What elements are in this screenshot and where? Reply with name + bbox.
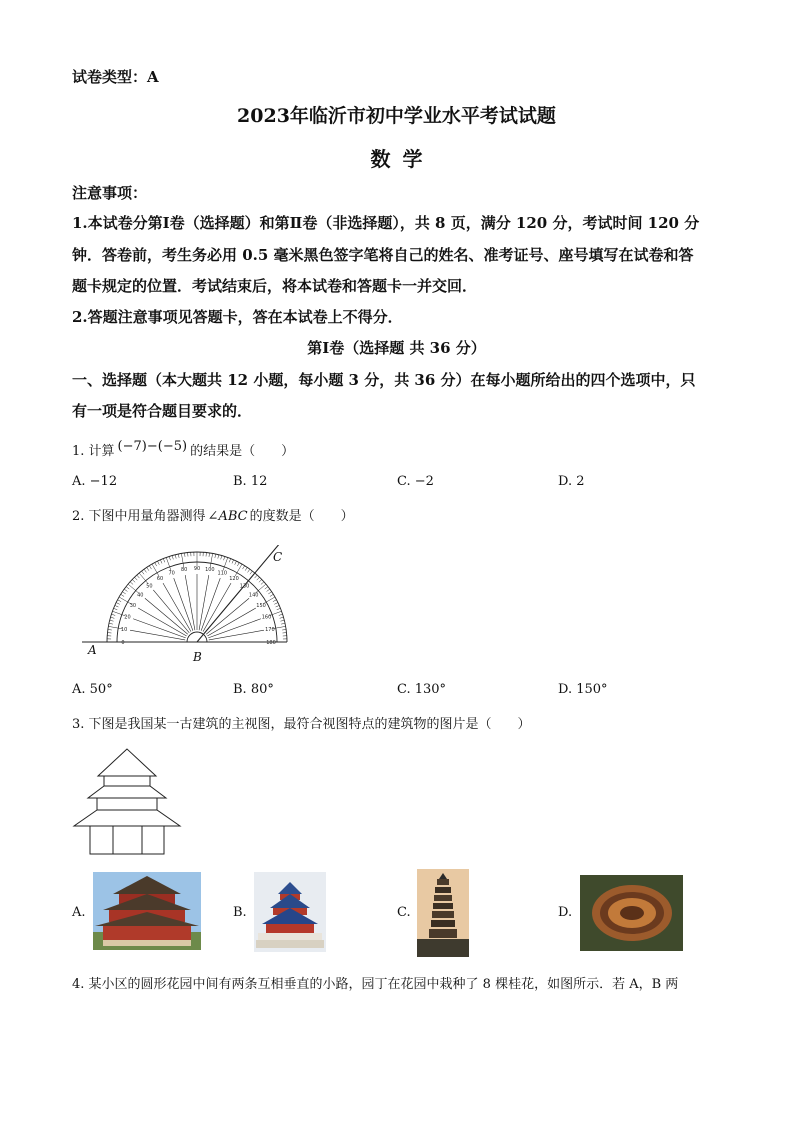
protractor-tick <box>158 561 160 565</box>
protractor-tick <box>144 569 146 572</box>
protractor-tick <box>270 594 273 596</box>
question-4: 4. 某小区的圆形花园中间有两条互相垂直的小路，园丁在花园中栽种了 8 棵桂花，如图所示．若 A，B 两 <box>72 977 679 992</box>
protractor-tick <box>110 620 114 621</box>
protractor-scale-label: 100 <box>205 567 215 574</box>
protractor-tick <box>218 555 219 559</box>
protractor-tick <box>280 617 284 618</box>
protractor-tick <box>169 556 170 560</box>
notes-line-2: 钟．答卷前，考生务必用 0.5 毫米黑色签字笔将自己的姓名、准考证号、座号填写在试卷和答 <box>72 246 694 264</box>
protractor-tick <box>142 571 144 574</box>
notes-line-3: 题卡规定的位置．考试结束后，将本试卷和答题卡一并交回． <box>72 277 478 295</box>
protractor-tick <box>248 569 250 572</box>
q2-angle: ∠ABC <box>207 509 248 524</box>
q3-option-b-photo[interactable] <box>254 872 326 952</box>
section-title: 第Ⅰ卷（选择题 共 36 分） <box>307 339 486 357</box>
protractor-spoke <box>208 619 261 638</box>
question-1 <box>72 440 294 459</box>
protractor-scale-label: 10 <box>120 627 128 634</box>
protractor-scale-label: 140 <box>248 592 259 599</box>
q1-option-a: A. −12 <box>72 474 118 489</box>
protractor-scale-label: 80 <box>180 567 188 574</box>
front-view-diagram <box>70 746 185 858</box>
q1-prefix: 1. 计算 <box>72 444 115 459</box>
protractor-diagram <box>80 545 295 670</box>
notes-line-1: 1.本试卷分第Ⅰ卷（选择题）和第Ⅱ卷（非选择题），共 8 页，满分 120 分，考试时间 120 分 <box>72 214 700 232</box>
protractor-tick <box>221 555 222 559</box>
protractor-scale-label: 70 <box>168 570 175 577</box>
q1-expression: (−7)−(−5) <box>117 439 188 454</box>
protractor-tick <box>210 553 212 567</box>
protractor-scale-label: 20 <box>124 614 131 621</box>
protractor-tick <box>229 559 230 563</box>
protractor-spoke <box>174 578 193 631</box>
question-2 <box>72 505 354 524</box>
q2-option-b: B. 80° <box>233 682 274 697</box>
q1-option-c: C. −2 <box>397 474 434 489</box>
protractor-tick <box>267 589 270 591</box>
protractor-scale-label: 180 <box>266 640 276 646</box>
protractor-tick <box>273 600 277 602</box>
protractor-tick <box>215 554 216 558</box>
page-title: 2023年临沂市初中学业水平考试试题 <box>237 105 556 127</box>
protractor-spoke <box>199 575 209 630</box>
protractor-tick <box>279 614 283 615</box>
front-view-figure <box>70 746 185 858</box>
protractor-tick <box>280 620 284 621</box>
q2-option-a: A. 50° <box>72 682 113 697</box>
protractor-tick <box>265 587 268 589</box>
protractor-figure <box>80 545 295 670</box>
q2-option-c: C. 130° <box>397 682 447 697</box>
protractor-tick <box>118 600 122 602</box>
protractor-tick <box>277 608 281 609</box>
protractor-spoke <box>133 619 186 638</box>
protractor-tick <box>149 566 151 569</box>
q1-suffix: 的结果是（ ） <box>190 444 295 459</box>
protractor-tick <box>124 589 127 591</box>
protractor-spoke <box>206 598 249 634</box>
protractor-tick <box>130 582 133 585</box>
protractor-scale-label: 170 <box>265 627 275 634</box>
section-instruction-1: 一、选择题（本大题共 12 小题，每小题 3 分，共 36 分）在每小题所给出的四个选项中，只 <box>72 371 696 389</box>
protractor-scale-label: 160 <box>261 614 272 621</box>
paper-type: 试卷类型：A <box>72 68 159 86</box>
protractor-tick <box>282 629 286 630</box>
protractor-scale-label: 0 <box>121 640 125 646</box>
point-a-label: A <box>88 643 97 657</box>
protractor-spoke <box>145 598 188 634</box>
q3-option-c-photo[interactable] <box>417 869 469 957</box>
protractor-scale-label: 90 <box>193 566 201 572</box>
protractor-tick <box>175 555 176 559</box>
protractor-tick <box>243 566 245 569</box>
protractor-scale-label: 50 <box>146 583 153 590</box>
protractor-tick <box>178 554 179 558</box>
protractor-tick <box>108 629 112 630</box>
protractor-tick <box>155 563 157 567</box>
protractor-tick <box>114 608 118 609</box>
q2-prefix: 2. 下图中用量角器测得 <box>72 509 206 524</box>
protractor-tick <box>274 603 278 605</box>
protractor-tick <box>224 556 225 560</box>
protractor-tick <box>122 592 125 594</box>
protractor-tick <box>209 553 210 557</box>
protractor-scale-label: 60 <box>156 575 164 582</box>
protractor-scale-label: 130 <box>239 583 250 590</box>
protractor-spoke <box>153 590 189 633</box>
protractor-scale-label: 40 <box>137 592 144 599</box>
protractor-spoke <box>209 630 264 640</box>
protractor-spoke <box>138 608 186 636</box>
q3-option-c-label: C. <box>397 905 411 920</box>
q1-option-b: B. 12 <box>233 474 268 489</box>
q3-option-a-label: A. <box>72 905 86 920</box>
protractor-tick <box>181 553 183 567</box>
subject-title: 数学 <box>370 147 435 171</box>
q3-option-a-photo[interactable] <box>93 872 201 950</box>
protractor-tick <box>250 571 252 574</box>
protractor-tick <box>232 560 234 564</box>
q2-option-d: D. 150° <box>558 682 608 697</box>
protractor-scale-label: 30 <box>129 603 137 609</box>
protractor-spoke <box>185 575 195 630</box>
protractor-tick <box>235 564 242 576</box>
protractor-tick <box>237 563 239 567</box>
protractor-tick <box>115 605 119 607</box>
protractor-tick <box>152 564 159 576</box>
notes-heading: 注意事项： <box>72 184 148 202</box>
protractor-tick <box>235 561 237 565</box>
q3-option-b-label: B. <box>233 905 247 920</box>
protractor-spoke <box>163 583 191 631</box>
protractor-tick <box>163 559 164 563</box>
protractor-tick <box>257 577 260 580</box>
q3-option-d-photo[interactable] <box>580 875 683 951</box>
point-b-label: B <box>193 650 202 664</box>
notes-line-4: 2.答题注意事项见答题卡，答在本试卷上不得分． <box>72 308 403 326</box>
protractor-tick <box>134 577 137 580</box>
protractor-tick <box>116 603 120 605</box>
protractor-tick <box>261 582 264 585</box>
protractor-tick <box>268 592 271 594</box>
protractor-tick <box>281 623 285 624</box>
protractor-scale-label: 150 <box>256 603 266 609</box>
protractor-tick <box>255 575 258 578</box>
protractor-tick <box>276 605 280 607</box>
q1-option-d: D. 2 <box>558 474 585 489</box>
protractor-tick <box>132 579 135 582</box>
protractor-tick <box>109 623 113 624</box>
protractor-tick <box>259 579 262 582</box>
q3-option-d-label: D. <box>558 905 573 920</box>
q2-suffix: 的度数是（ ） <box>249 509 354 524</box>
protractor-tick <box>126 587 129 589</box>
section-instruction-2: 有一项是符合题目要求的． <box>72 402 253 420</box>
protractor-tick <box>172 555 173 559</box>
protractor-spoke <box>207 608 255 636</box>
protractor-scale-label: 120 <box>229 575 239 582</box>
protractor-tick <box>245 567 247 570</box>
protractor-spoke <box>201 578 220 631</box>
protractor-tick <box>160 560 162 564</box>
protractor-tick <box>184 553 185 557</box>
protractor-tick <box>111 614 115 615</box>
protractor-spoke <box>130 630 185 640</box>
protractor-tick <box>147 567 149 570</box>
protractor-tick <box>137 575 140 578</box>
protractor-tick <box>110 617 114 618</box>
protractor-tick <box>121 594 124 596</box>
point-c-label: C <box>273 550 283 564</box>
protractor-spoke <box>203 583 231 631</box>
question-3: 3. 下图是我国某一古建筑的主视图，最符合视图特点的建筑物的图片是（ ） <box>72 717 531 732</box>
protractor-scale-label: 110 <box>217 570 228 577</box>
